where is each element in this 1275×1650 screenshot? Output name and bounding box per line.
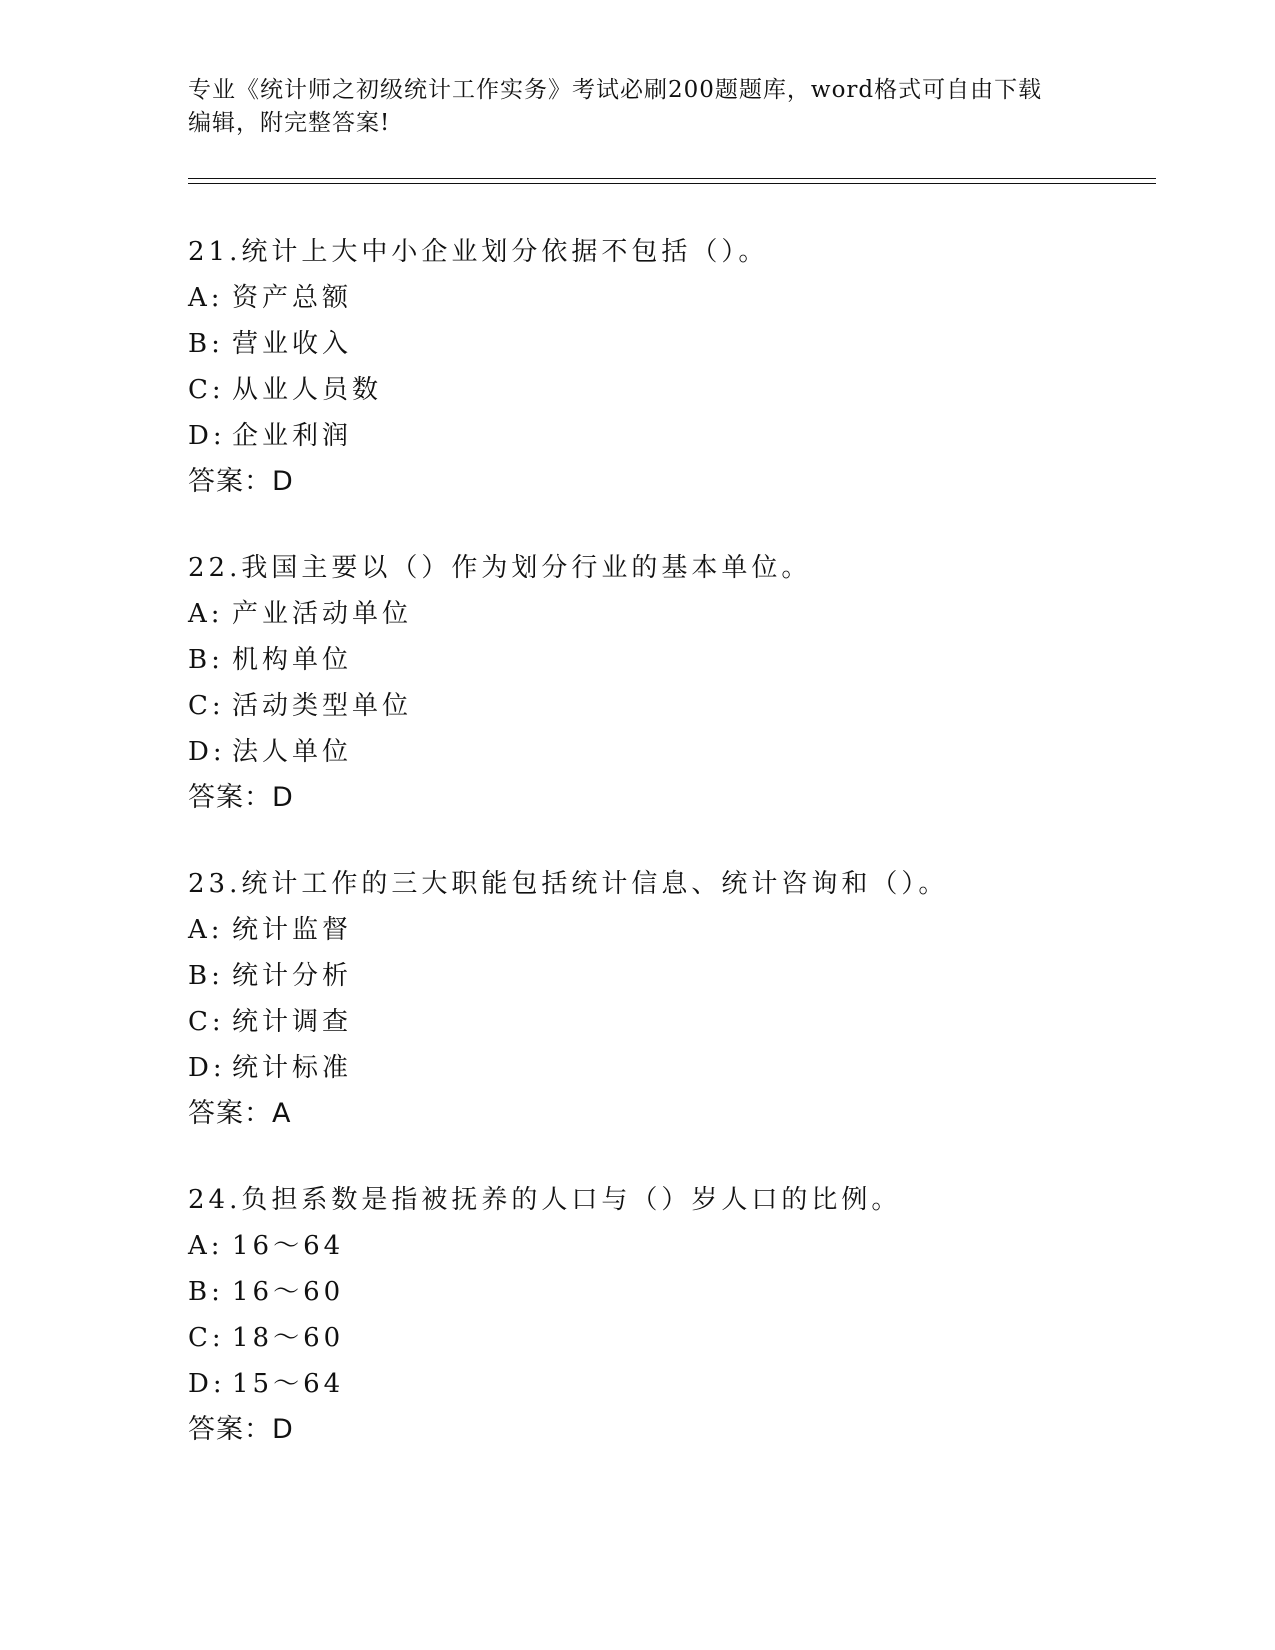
option-text: 从业人员数 (232, 375, 383, 405)
header-divider-bottom (188, 183, 1156, 184)
option-text: 资产总额 (232, 283, 353, 313)
question-stem: 23.统计工作的三大职能包括统计信息、统计咨询和（）。 (188, 869, 949, 899)
option-key: A: (188, 1231, 224, 1261)
option-d (188, 1046, 1138, 1092)
header-divider-top (188, 178, 1156, 179)
option-a (188, 908, 1138, 954)
question-22 (188, 546, 1138, 822)
option-text: 机构单位 (232, 645, 353, 675)
option-a (188, 276, 1138, 322)
option-text: 统计标准 (232, 1053, 353, 1083)
option-d (188, 414, 1138, 460)
option-key: A: (188, 915, 224, 945)
option-text: 18～60 (232, 1323, 345, 1353)
answer-line: 答案：D (188, 782, 294, 813)
option-text: 统计分析 (232, 961, 353, 991)
option-text: 16～60 (232, 1277, 345, 1307)
option-key: D: (188, 421, 226, 451)
option-key: C: (188, 375, 225, 405)
answer-line: 答案：D (188, 466, 294, 497)
option-d (188, 730, 1138, 776)
question-21 (188, 230, 1138, 506)
option-text: 法人单位 (232, 737, 353, 767)
option-b (188, 1270, 1138, 1316)
option-key: B: (188, 329, 224, 359)
option-key: B: (188, 1277, 224, 1307)
answer-line: 答案：D (188, 1414, 294, 1445)
option-key: B: (188, 645, 224, 675)
header-line-2: 编辑，附完整答案! (188, 110, 391, 136)
option-key: C: (188, 691, 225, 721)
option-a (188, 592, 1138, 638)
option-key: A: (188, 599, 224, 629)
option-key: D: (188, 737, 226, 767)
option-key: D: (188, 1053, 226, 1083)
option-b (188, 954, 1138, 1000)
option-d (188, 1362, 1138, 1408)
option-key: D: (188, 1369, 226, 1399)
option-c (188, 1000, 1138, 1046)
question-stem: 21.统计上大中小企业划分依据不包括（）。 (188, 237, 769, 267)
question-stem: 22.我国主要以（）作为划分行业的基本单位。 (188, 553, 812, 583)
question-stem: 24.负担系数是指被抚养的人口与（）岁人口的比例。 (188, 1185, 902, 1215)
option-c (188, 1316, 1138, 1362)
option-key: A: (188, 283, 224, 313)
option-text: 企业利润 (232, 421, 353, 451)
header-line-1: 专业《统计师之初级统计工作实务》考试必刷200题题库，word格式可自由下载 (188, 77, 1043, 103)
answer-line: 答案：A (188, 1098, 292, 1129)
option-c (188, 368, 1138, 414)
option-c (188, 684, 1138, 730)
option-b (188, 638, 1138, 684)
option-key: C: (188, 1323, 225, 1353)
question-24 (188, 1178, 1138, 1454)
option-b (188, 322, 1138, 368)
document-header (188, 74, 1088, 140)
option-text: 统计监督 (232, 915, 353, 945)
option-a (188, 1224, 1138, 1270)
option-text: 活动类型单位 (232, 691, 413, 721)
option-text: 统计调查 (232, 1007, 353, 1037)
option-text: 产业活动单位 (232, 599, 413, 629)
option-text: 15～64 (232, 1369, 345, 1399)
option-key: C: (188, 1007, 225, 1037)
question-23 (188, 862, 1138, 1138)
option-text: 营业收入 (232, 329, 353, 359)
option-text: 16～64 (232, 1231, 345, 1261)
option-key: B: (188, 961, 224, 991)
